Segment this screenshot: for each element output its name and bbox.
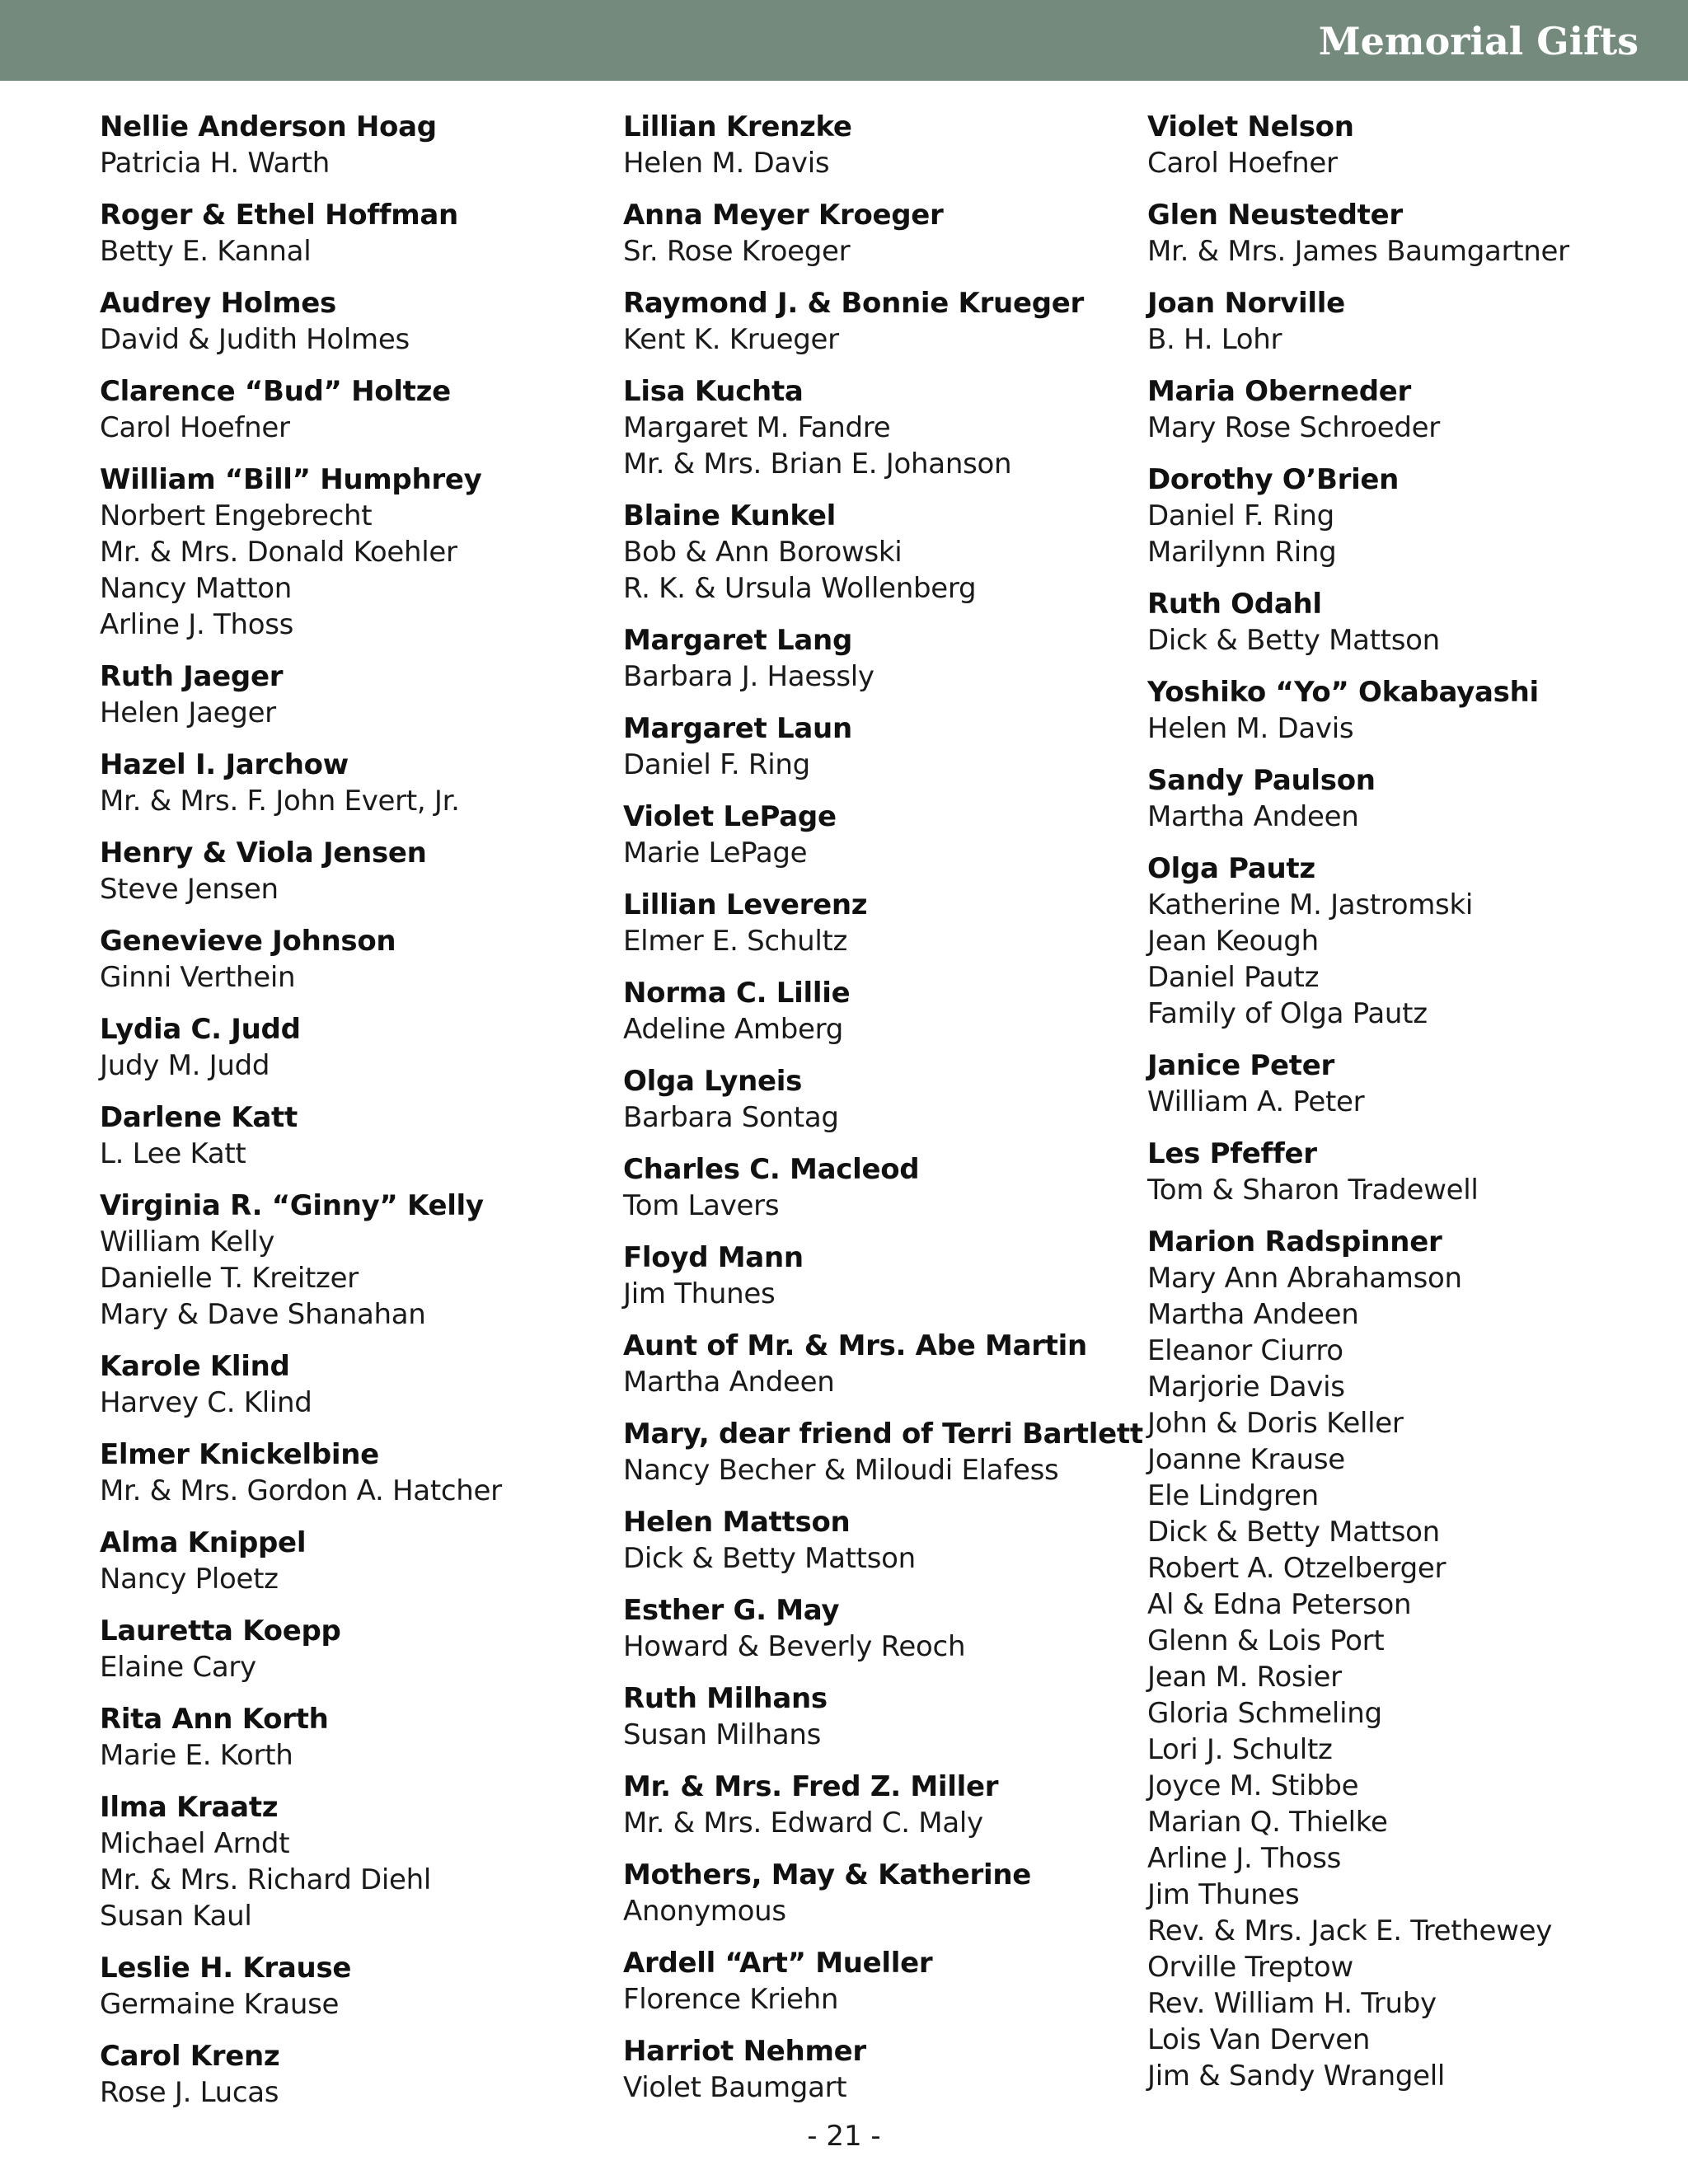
- memorial-column-3: [1147, 109, 1658, 2110]
- memorial-entry: [623, 887, 1134, 959]
- memorial-entry: [1147, 762, 1658, 835]
- donor-name: Norbert Engebrecht: [100, 499, 373, 532]
- memorial-entry: [623, 1945, 1134, 2018]
- honoree-name: Blaine Kunkel: [623, 499, 836, 532]
- honoree-name: Aunt of Mr. & Mrs. Abe Martin: [623, 1329, 1087, 1362]
- donor-name: Arline J. Thoss: [100, 608, 294, 641]
- donor-name: Judy M. Judd: [100, 1049, 270, 1082]
- honoree-name: Alma Knippel: [100, 1526, 307, 1559]
- memorial-column-1: [100, 109, 594, 2126]
- honoree-name: Violet LePage: [623, 800, 837, 833]
- honoree-name: Lillian Leverenz: [623, 888, 868, 921]
- honoree-name: Mr. & Mrs. Fred Z. Miller: [623, 1770, 999, 1803]
- memorial-entry: [1147, 373, 1658, 446]
- memorial-entry: [623, 1504, 1134, 1577]
- donor-name: Ginni Verthein: [100, 961, 296, 994]
- donor-name: Orville Treptow: [1147, 1951, 1353, 1984]
- donor-name: Mr. & Mrs. Brian E. Johanson: [623, 448, 1012, 480]
- donor-name: Mr. & Mrs. James Baumgartner: [1147, 235, 1569, 268]
- donor-name: Sr. Rose Kroeger: [623, 235, 851, 268]
- honoree-name: Ilma Kraatz: [100, 1791, 279, 1824]
- memorial-entry: [100, 1613, 594, 1685]
- memorial-entry: [100, 373, 594, 446]
- donor-name: Jean M. Rosier: [1147, 1661, 1342, 1694]
- memorial-entry: [100, 1099, 594, 1172]
- honoree-name: Yoshiko “Yo” Okabayashi: [1147, 676, 1539, 709]
- honoree-name: Carol Krenz: [100, 2040, 280, 2073]
- memorial-entry: [623, 1328, 1134, 1400]
- honoree-name: Ardell “Art” Mueller: [623, 1947, 933, 1980]
- memorial-entry: [100, 923, 594, 996]
- memorial-entry: [1147, 586, 1658, 658]
- donor-name: Eleanor Ciurro: [1147, 1334, 1343, 1367]
- honoree-name: Henry & Viola Jensen: [100, 837, 427, 869]
- memorial-entry: [1147, 285, 1658, 358]
- memorial-entry: [100, 1701, 594, 1774]
- memorial-entry: [100, 197, 594, 269]
- honoree-name: Esther G. May: [623, 1594, 840, 1627]
- donor-name: Tom & Sharon Tradewell: [1147, 1174, 1479, 1207]
- donor-name: Daniel F. Ring: [623, 748, 810, 781]
- donor-name: William Kelly: [100, 1226, 275, 1258]
- donor-name: Gloria Schmeling: [1147, 1697, 1382, 1730]
- memorial-entry: [100, 747, 594, 819]
- honoree-name: Ruth Milhans: [623, 1682, 828, 1715]
- donor-name: Joyce M. Stibbe: [1147, 1769, 1359, 1802]
- donor-name: Marian Q. Thielke: [1147, 1806, 1388, 1839]
- donor-name: Bob & Ann Borowski: [623, 536, 903, 569]
- memorial-entry: [623, 2033, 1134, 2106]
- donor-name: Ele Lindgren: [1147, 1479, 1319, 1512]
- donor-name: Nancy Becher & Miloudi Elafess: [623, 1454, 1059, 1487]
- donor-name: Nancy Ploetz: [100, 1563, 279, 1596]
- honoree-name: Audrey Holmes: [100, 287, 336, 320]
- honoree-name: Joan Norville: [1147, 287, 1345, 320]
- honoree-name: Elmer Knickelbine: [100, 1438, 379, 1471]
- donor-name: Lori J. Schultz: [1147, 1733, 1333, 1766]
- donor-name: Daniel F. Ring: [1147, 499, 1334, 532]
- donor-name: Danielle T. Kreitzer: [100, 1262, 359, 1295]
- donor-name: Margaret M. Fandre: [623, 411, 891, 444]
- memorial-column-2: [623, 109, 1143, 2121]
- donor-name: Florence Kriehn: [623, 1983, 839, 2016]
- donor-name: Jim Thunes: [1147, 1878, 1300, 1911]
- honoree-name: Floyd Mann: [623, 1241, 804, 1274]
- honoree-name: Margaret Lang: [623, 624, 852, 657]
- honoree-name: Lillian Krenzke: [623, 110, 852, 143]
- donor-name: Steve Jensen: [100, 873, 279, 906]
- donor-name: Nancy Matton: [100, 572, 293, 605]
- honoree-name: Genevieve Johnson: [100, 925, 396, 958]
- memorial-entry: [623, 197, 1134, 269]
- donor-name: Elmer E. Schultz: [623, 925, 848, 958]
- honoree-name: Ruth Odahl: [1147, 588, 1322, 621]
- memorial-entry: [623, 498, 1134, 607]
- donor-name: L. Lee Katt: [100, 1137, 246, 1170]
- donor-name: Betty E. Kannal: [100, 235, 312, 268]
- donor-name: Al & Edna Peterson: [1147, 1588, 1412, 1621]
- memorial-entry: [100, 1525, 594, 1597]
- memorial-entry: [623, 1151, 1134, 1224]
- memorial-entry: [100, 462, 594, 643]
- donor-name: Patricia H. Warth: [100, 147, 330, 180]
- donor-name: Susan Kaul: [100, 1900, 252, 1933]
- donor-name: Katherine M. Jastromski: [1147, 888, 1473, 921]
- honoree-name: Olga Lyneis: [623, 1065, 803, 1098]
- donor-name: Mary Rose Schroeder: [1147, 411, 1440, 444]
- honoree-name: Karole Klind: [100, 1350, 290, 1383]
- honoree-name: Maria Oberneder: [1147, 375, 1411, 408]
- memorial-entry: [100, 1950, 594, 2022]
- honoree-name: Janice Peter: [1147, 1049, 1334, 1082]
- donor-name: Susan Milhans: [623, 1718, 822, 1751]
- memorial-entry: [1147, 674, 1658, 747]
- honoree-name: Olga Pautz: [1147, 852, 1315, 885]
- honoree-name: Norma C. Lillie: [623, 977, 851, 1010]
- donor-name: Marjorie Davis: [1147, 1371, 1345, 1404]
- donor-name: Kent K. Krueger: [623, 323, 839, 356]
- donor-name: Dick & Betty Mattson: [1147, 1516, 1440, 1549]
- donor-name: Dick & Betty Mattson: [1147, 624, 1440, 657]
- memorial-entry: [1147, 197, 1658, 269]
- honoree-name: Mothers, May & Katherine: [623, 1858, 1031, 1891]
- honoree-name: Marion Radspinner: [1147, 1226, 1442, 1258]
- donor-name: Mr. & Mrs. F. John Evert, Jr.: [100, 785, 460, 818]
- donor-name: Howard & Beverly Reoch: [623, 1630, 966, 1663]
- donor-name: Robert A. Otzelberger: [1147, 1552, 1447, 1585]
- donor-name: Violet Baumgart: [623, 2071, 847, 2104]
- donor-name: Adeline Amberg: [623, 1013, 843, 1046]
- honoree-name: Lauretta Koepp: [100, 1615, 341, 1647]
- header-bar: [0, 0, 1688, 81]
- donor-name: William A. Peter: [1147, 1085, 1365, 1118]
- honoree-name: Darlene Katt: [100, 1101, 298, 1134]
- donor-name: Martha Andeen: [1147, 1298, 1359, 1331]
- honoree-name: William “Bill” Humphrey: [100, 463, 482, 496]
- donor-name: Carol Hoefner: [100, 411, 290, 444]
- donor-name: Mary Ann Abrahamson: [1147, 1262, 1462, 1295]
- donor-name: Jean Keough: [1147, 925, 1319, 958]
- memorial-entry: [100, 1188, 594, 1333]
- memorial-entry: [1147, 109, 1658, 181]
- memorial-entry: [100, 285, 594, 358]
- memorial-entry: [623, 622, 1134, 695]
- honoree-name: Lisa Kuchta: [623, 375, 804, 408]
- donor-name: Helen M. Davis: [623, 147, 830, 180]
- memorial-entry: [623, 1592, 1134, 1665]
- donor-name: Rev. William H. Truby: [1147, 1987, 1437, 2020]
- memorial-entry: [100, 1789, 594, 1934]
- donor-name: Marie E. Korth: [100, 1739, 293, 1772]
- honoree-name: Lydia C. Judd: [100, 1013, 301, 1046]
- memorial-entry: [623, 1680, 1134, 1753]
- memorial-entry: [1147, 1047, 1658, 1120]
- memorial-entry: [623, 1240, 1134, 1312]
- honoree-name: Clarence “Bud” Holtze: [100, 375, 451, 408]
- donor-name: Mary & Dave Shanahan: [100, 1298, 426, 1331]
- memorial-entry: [100, 1436, 594, 1509]
- honoree-name: Nellie Anderson Hoag: [100, 110, 437, 143]
- memorial-entry: [623, 373, 1134, 482]
- donor-name: Barbara J. Haessly: [623, 660, 874, 693]
- donor-name: Mr. & Mrs. Richard Diehl: [100, 1863, 432, 1896]
- donor-name: Helen Jaeger: [100, 696, 276, 729]
- donor-name: Family of Olga Pautz: [1147, 997, 1428, 1030]
- memorial-entry: [1147, 1136, 1658, 1208]
- donor-name: Mr. & Mrs. Edward C. Maly: [623, 1807, 983, 1840]
- memorial-entry: [1147, 1224, 1658, 2094]
- donor-name: Anonymous: [623, 1895, 786, 1928]
- donor-name: Rose J. Lucas: [100, 2076, 279, 2109]
- donor-name: Marie LePage: [623, 837, 808, 869]
- donor-name: R. K. & Ursula Wollenberg: [623, 572, 977, 605]
- honoree-name: Raymond J. & Bonnie Krueger: [623, 287, 1084, 320]
- donor-name: Michael Arndt: [100, 1827, 290, 1860]
- donor-name: Dick & Betty Mattson: [623, 1542, 916, 1575]
- donor-name: B. H. Lohr: [1147, 323, 1282, 356]
- memorial-entry: [623, 1857, 1134, 1929]
- donor-name: Harvey C. Klind: [100, 1386, 312, 1419]
- memorial-entry: [100, 1011, 594, 1084]
- donor-name: Carol Hoefner: [1147, 147, 1338, 180]
- memorial-entry: [623, 1769, 1134, 1841]
- honoree-name: Glen Neustedter: [1147, 199, 1403, 232]
- memorial-entry: [100, 109, 594, 181]
- memorial-entry: [1147, 462, 1658, 570]
- memorial-entry: [623, 710, 1134, 783]
- honoree-name: Helen Mattson: [623, 1506, 851, 1539]
- donor-name: Helen M. Davis: [1147, 712, 1354, 745]
- donor-name: Rev. & Mrs. Jack E. Trethewey: [1147, 1915, 1553, 1947]
- memorial-entry: [623, 799, 1134, 871]
- memorial-entry: [100, 1348, 594, 1421]
- donor-name: Daniel Pautz: [1147, 961, 1320, 994]
- donor-name: Glenn & Lois Port: [1147, 1624, 1385, 1657]
- donor-name: Barbara Sontag: [623, 1101, 839, 1134]
- memorial-entry: [1147, 851, 1658, 1032]
- donor-name: Mr. & Mrs. Gordon A. Hatcher: [100, 1474, 502, 1507]
- honoree-name: Anna Meyer Kroeger: [623, 199, 944, 232]
- honoree-name: Les Pfeffer: [1147, 1137, 1317, 1170]
- memorial-entry: [100, 658, 594, 731]
- memorial-entry: [623, 285, 1134, 358]
- honoree-name: Rita Ann Korth: [100, 1703, 329, 1736]
- honoree-name: Leslie H. Krause: [100, 1952, 352, 1985]
- honoree-name: Margaret Laun: [623, 712, 852, 745]
- honoree-name: Violet Nelson: [1147, 110, 1354, 143]
- donor-name: Elaine Cary: [100, 1651, 256, 1684]
- honoree-name: Harriot Nehmer: [623, 2035, 866, 2068]
- honoree-name: Hazel I. Jarchow: [100, 748, 349, 781]
- memorial-entry: [623, 1063, 1134, 1136]
- memorial-entry: [100, 2038, 594, 2111]
- donor-name: Joanne Krause: [1147, 1443, 1345, 1476]
- donor-name: Tom Lavers: [623, 1189, 780, 1222]
- donor-name: David & Judith Holmes: [100, 323, 410, 356]
- page-title: Memorial Gifts: [1318, 19, 1639, 63]
- honoree-name: Dorothy O’Brien: [1147, 463, 1400, 496]
- donor-name: Mr. & Mrs. Donald Koehler: [100, 536, 457, 569]
- donor-name: Arline J. Thoss: [1147, 1842, 1342, 1875]
- memorial-entry: [623, 1416, 1143, 1488]
- donor-name: John & Doris Keller: [1147, 1407, 1404, 1440]
- page-number: - 21 -: [807, 2120, 881, 2153]
- donor-name: Marilynn Ring: [1147, 536, 1337, 569]
- donor-name: Jim Thunes: [623, 1277, 776, 1310]
- memorial-entry: [623, 975, 1134, 1047]
- honoree-name: Charles C. Macleod: [623, 1153, 920, 1186]
- honoree-name: Ruth Jaeger: [100, 660, 284, 693]
- donor-name: Germaine Krause: [100, 1988, 340, 2021]
- memorial-entry: [623, 109, 1134, 181]
- honoree-name: Mary, dear friend of Terri Bartlett: [623, 1418, 1143, 1451]
- honoree-name: Roger & Ethel Hoffman: [100, 199, 458, 232]
- donor-name: Lois Van Derven: [1147, 2023, 1371, 2056]
- honoree-name: Virginia R. “Ginny” Kelly: [100, 1189, 484, 1222]
- donor-name: Martha Andeen: [623, 1366, 835, 1399]
- donor-name: Jim & Sandy Wrangell: [1147, 2060, 1446, 2093]
- donor-name: Martha Andeen: [1147, 800, 1359, 833]
- honoree-name: Sandy Paulson: [1147, 764, 1376, 797]
- memorial-entry: [100, 835, 594, 907]
